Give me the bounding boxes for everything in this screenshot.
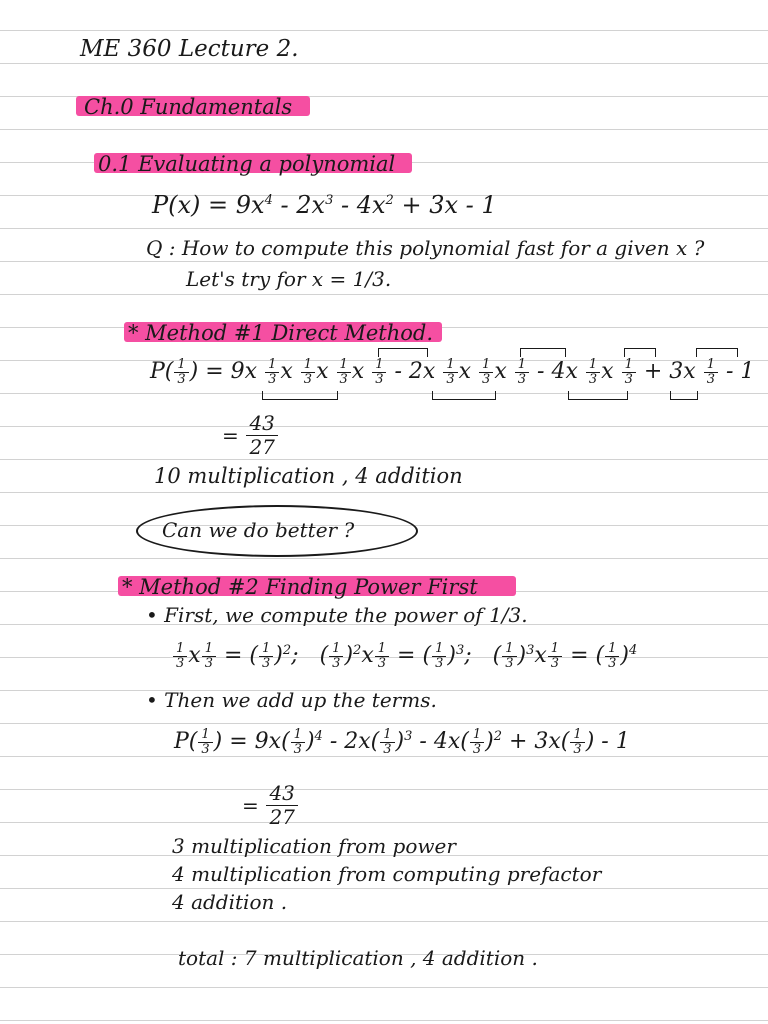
method2-equation: P( $\frac{1}{3}$ ) = 9x( $\frac{1}{3}$ )$^4$ - 2x( $\frac{1}{3}$ )$^3$ - 4x( $\frac{1}{3}$ )$^2$ + 3x( $\frac{1}{3}$ ) - 1	[174, 727, 630, 757]
count-line-3: 4 addition .	[172, 890, 288, 914]
count-line-1: 3 multiplication from power	[172, 834, 456, 858]
fraction-one-third: $\frac{1}{3}$	[470, 728, 484, 756]
method1-equation: P( $\frac{1}{3}$ ) = 9x $\frac{1}{3}$ x $\frac{1}{3}$ x $\frac{1}{3}$ x $\frac{1}{3}$ - 2x $\frac{1}{3}$ x $\frac{1}{3}$ x $\frac{1}{3}$ - 4x $\frac{1}{3}$ x $\frac{1}{3}$ + 3x $\frac{1}{3}$ - 1	[150, 357, 755, 387]
method2-bullet-1: • First, we compute the power of 1/3.	[146, 603, 528, 627]
total-line: total : 7 multiplication , 4 addition .	[178, 946, 538, 970]
grouping-bracket	[378, 348, 428, 357]
section-title: 0.1 Evaluating a polynomial	[98, 152, 396, 176]
method2-result: = $\frac{43}{27}$	[242, 782, 299, 829]
method2-bullet-2: • Then we add up the terms.	[146, 688, 437, 712]
grouping-bracket	[696, 348, 738, 357]
method1-count: 10 multiplication , 4 addition	[154, 464, 463, 488]
fraction-one-third: $\frac{1}{3}$	[380, 728, 394, 756]
fraction-one-third: $\frac{1}{3}$	[291, 728, 305, 756]
fraction-one-third: $\frac{1}{3}$	[570, 728, 584, 756]
grouping-bracket	[520, 348, 566, 357]
grouping-bracket	[568, 391, 628, 400]
polynomial-equation: $P(x) = 9x^4 - 2x^3 - 4x^2 + 3x - 1$	[152, 191, 497, 219]
question-line-2: Let's try for x = 1/3.	[186, 267, 392, 291]
grouping-bracket	[670, 391, 698, 400]
method1-title: * Method #1 Direct Method.	[128, 321, 434, 345]
method2-title: * Method #2 Finding Power First	[122, 575, 478, 599]
grouping-bracket	[432, 391, 496, 400]
fraction-one-third: $\frac{1}{3}$	[198, 728, 212, 756]
powers-equation: $\frac{1}{3}$ x $\frac{1}{3}$ = ( $\frac{1}{3}$ )$^2$; ( $\frac{1}{3}$ )$^2$x $\frac{1}{3}$ = ( $\frac{1}{3}$ )$^3$; ( $\frac{1}{3}$ )$^3$x $\frac{1}{3}$ = ( $\frac{1}{3}$ )$^4$	[172, 642, 637, 670]
grouping-bracket	[624, 348, 656, 357]
method1-question: Can we do better ?	[162, 518, 355, 542]
question-line-1: Q : How to compute this polynomial fast for a given x ?	[146, 236, 705, 260]
grouping-bracket	[262, 391, 338, 400]
count-line-2: 4 multiplication from computing prefactor	[172, 862, 602, 886]
method1-result: = $\frac{43}{27}$	[222, 412, 279, 459]
page-title: ME 360 Lecture 2.	[80, 36, 299, 62]
chapter-title: Ch.0 Fundamentals	[84, 95, 293, 119]
